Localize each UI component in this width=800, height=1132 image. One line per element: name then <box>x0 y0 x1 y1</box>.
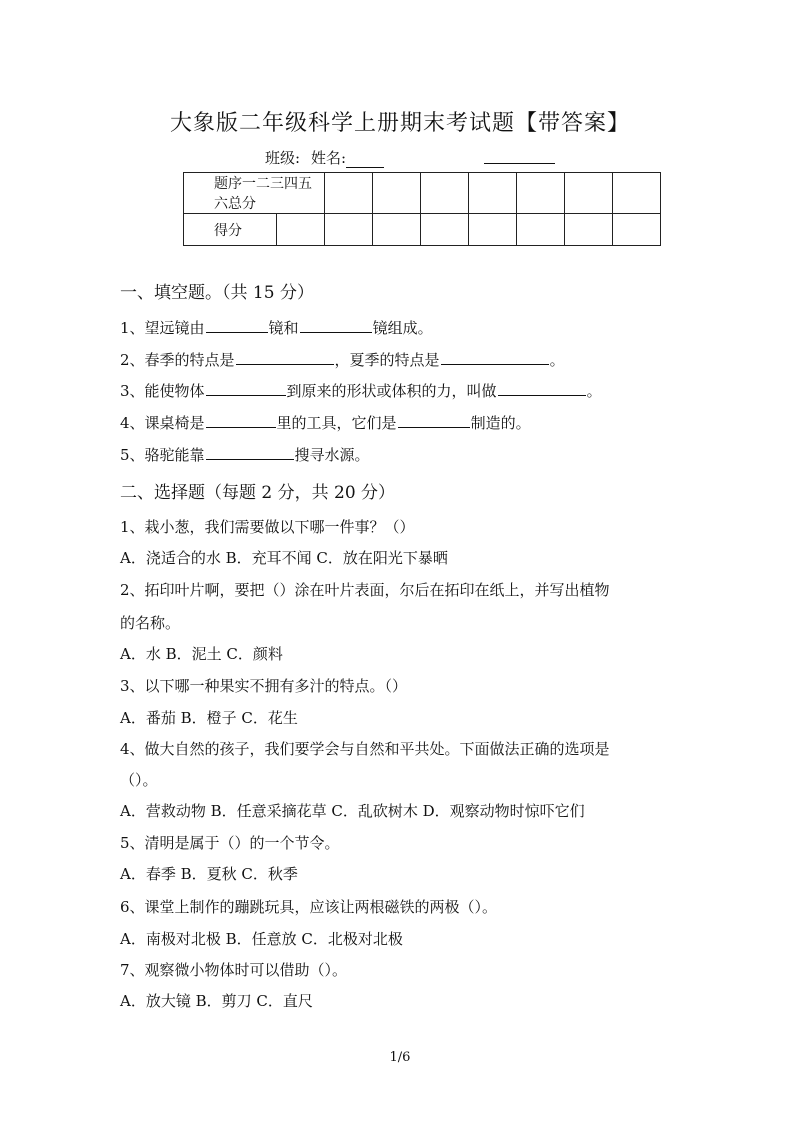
table-cell <box>517 173 565 214</box>
question-text: 4、课桌椅是 <box>120 414 205 432</box>
choice-line: 3、以下哪一种果实不拥有多汁的特点。（） <box>120 677 408 695</box>
choice-line: A．放大镜 B．剪刀 C．直尺 <box>120 992 313 1010</box>
answer-blank[interactable] <box>206 444 294 460</box>
class-label: 班级: <box>265 149 301 167</box>
choice-line: A．番茄 B．橙子 C．花生 <box>120 709 298 727</box>
answer-blank[interactable] <box>300 317 372 333</box>
name-underline <box>346 151 384 168</box>
table-cell <box>613 214 661 246</box>
answer-blank[interactable] <box>236 349 334 365</box>
answer-blank[interactable] <box>206 412 276 428</box>
choice-line: 6、课堂上制作的蹦跳玩具，应该让两根磁铁的两极（）。 <box>120 898 498 916</box>
score-table <box>183 172 661 246</box>
answer-blank[interactable] <box>441 349 549 365</box>
choice-line: 1、栽小葱，我们需要做以下哪一件事？（） <box>120 518 415 536</box>
question-text: 1、望远镜由 <box>120 319 205 337</box>
table-cell <box>469 173 517 214</box>
answer-blank[interactable] <box>398 412 470 428</box>
table-cell <box>565 173 613 214</box>
choice-line: 4、做大自然的孩子，我们要学会与自然和平共处。下面做法正确的选项是 <box>120 740 610 758</box>
score-label-cell: 得分 <box>184 214 277 246</box>
fill-question-1 <box>120 317 433 338</box>
question-text: 。 <box>549 351 565 369</box>
table-cell <box>565 214 613 246</box>
table-cell <box>421 173 469 214</box>
table-cell <box>325 173 373 214</box>
choice-line: A．浇适合的水 B．充耳不闻 C．放在阳光下暴晒 <box>120 549 448 567</box>
choice-line: A．营救动物 B．任意采摘花草 C．乱砍树木 D．观察动物时惊吓它们 <box>120 802 585 820</box>
choice-line: 7、观察微小物体时可以借助（）。 <box>120 961 348 979</box>
table-cell <box>373 214 421 246</box>
question-text: 5、骆驼能靠 <box>120 446 205 464</box>
table-cell <box>613 173 661 214</box>
table-cell <box>517 214 565 246</box>
answer-blank[interactable] <box>206 380 286 396</box>
header-cell: 题序一二三四五六总分 <box>184 173 325 214</box>
section1-heading: 一、填空题。（共 15 分） <box>120 283 314 303</box>
question-text: 。 <box>586 382 602 400</box>
extra-underline <box>484 163 555 164</box>
section2-heading: 二、选择题（每题 2 分，共 20 分） <box>120 483 396 503</box>
choice-line: （）。 <box>120 771 158 789</box>
question-text: 镜组成。 <box>372 319 433 337</box>
question-text: ，夏季的特点是 <box>334 351 440 369</box>
page-title: 大象版二年级科学上册期末考试题【带答案】 <box>169 111 630 136</box>
question-text: 里的工具，它们是 <box>276 414 397 432</box>
choice-line: A．南极对北极 B．任意放 C．北极对北极 <box>120 930 403 948</box>
question-text: 搜寻水源。 <box>294 446 370 464</box>
fill-question-3 <box>120 380 602 401</box>
answer-blank[interactable] <box>498 380 586 396</box>
table-cell <box>277 214 325 246</box>
table-cell <box>373 173 421 214</box>
question-text: 镜和 <box>268 319 299 337</box>
table-cell <box>421 214 469 246</box>
class-field <box>265 147 300 168</box>
fill-question-4 <box>120 412 531 433</box>
table-cell <box>325 214 373 246</box>
page-number: 1/6 <box>389 1050 411 1065</box>
choice-line: 的名称。 <box>120 614 181 632</box>
fill-question-2 <box>120 349 565 370</box>
name-field <box>311 147 384 168</box>
fill-question-5 <box>120 444 370 465</box>
question-text: 到原来的形状或体积的力，叫做 <box>286 382 497 400</box>
question-text: 制造的。 <box>470 414 531 432</box>
choice-line: A．春季 B．夏秋 C．秋季 <box>120 865 298 883</box>
answer-blank[interactable] <box>206 317 268 333</box>
choice-line: 5、清明是属于（）的一个节令。 <box>120 834 340 852</box>
table-row <box>184 173 661 214</box>
table-row <box>184 214 661 246</box>
choice-line: 2、拓印叶片啊，要把（）涂在叶片表面，尔后在拓印在纸上，并写出植物 <box>120 581 610 599</box>
choice-line: A．水 B．泥土 C．颜料 <box>120 645 283 663</box>
question-text: 3、能使物体 <box>120 382 205 400</box>
name-label: 姓名: <box>311 149 347 167</box>
question-text: 2、春季的特点是 <box>120 351 235 369</box>
table-cell <box>469 214 517 246</box>
